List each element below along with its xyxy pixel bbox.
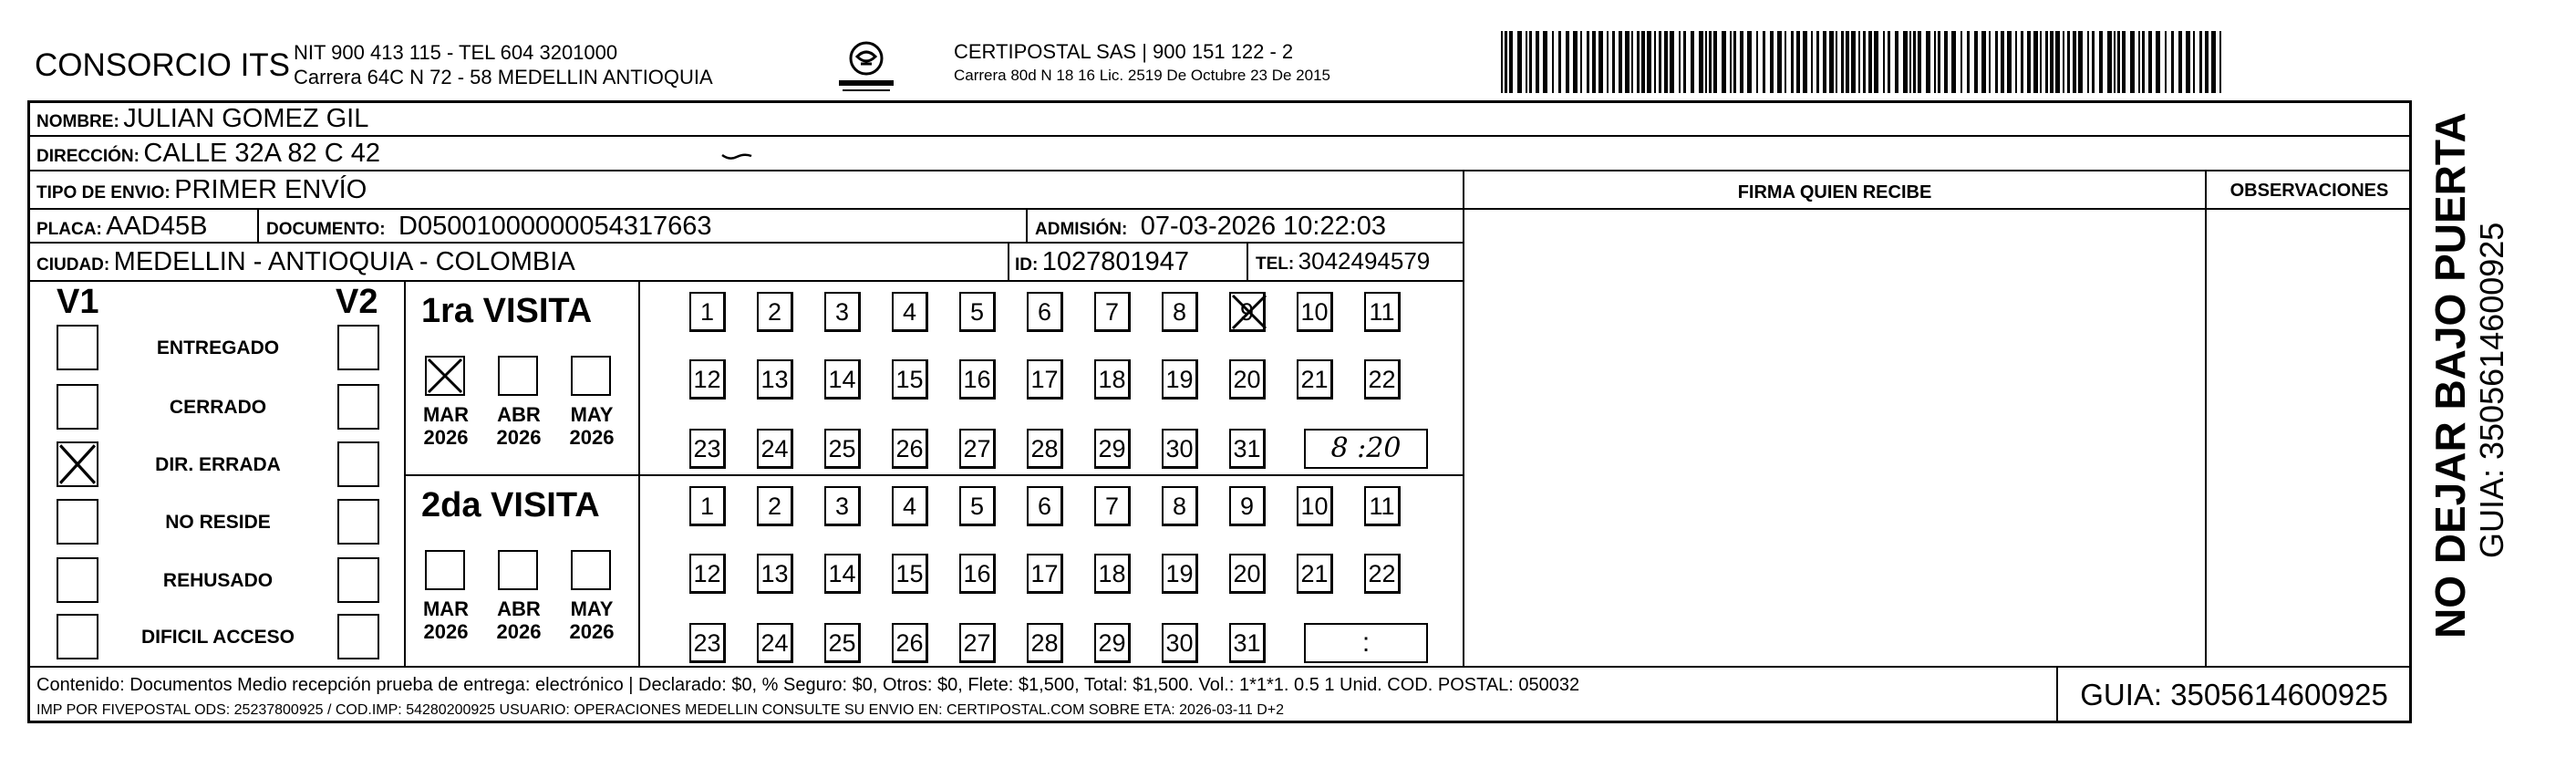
month-name: ABR xyxy=(497,597,541,620)
day-box[interactable]: 15 xyxy=(892,554,928,594)
barcode-bar xyxy=(1868,31,1872,93)
barcode-bar xyxy=(1974,31,1978,93)
barcode-bar xyxy=(2099,31,2103,93)
barcode-bar xyxy=(1713,31,1717,93)
day-box[interactable]: 10 xyxy=(1297,292,1333,332)
barcode-bar xyxy=(2040,31,2042,93)
day-box[interactable]: 28 xyxy=(1027,623,1063,663)
day-box[interactable]: 8 xyxy=(1162,292,1198,332)
col-divider xyxy=(1008,242,1009,280)
day-box[interactable]: 24 xyxy=(757,429,793,469)
v2-checkbox[interactable] xyxy=(337,384,379,430)
day-box[interactable]: 19 xyxy=(1162,359,1198,400)
barcode-bar xyxy=(1517,31,1522,93)
barcode-bar xyxy=(1791,31,1794,93)
col-divider xyxy=(404,280,406,666)
barcode-bar xyxy=(1913,31,1916,93)
barcode-bar xyxy=(1637,31,1640,93)
time-field[interactable]: 8 :20 xyxy=(1304,429,1428,469)
barcode-bar xyxy=(1803,31,1807,93)
admision-label: ADMISIÓN: xyxy=(1035,220,1128,239)
month-name: MAR xyxy=(422,403,470,426)
barcode-bar xyxy=(2142,31,2145,93)
day-box[interactable]: 5 xyxy=(959,486,996,526)
direccion-value: CALLE 32A 82 C 42 xyxy=(143,139,380,168)
month-name: MAY xyxy=(570,597,614,620)
day-box[interactable]: 26 xyxy=(892,429,928,469)
day-box[interactable]: 15 xyxy=(892,359,928,400)
barcode-bar xyxy=(2001,31,2004,93)
tipo-envio-value: PRIMER ENVÍO xyxy=(174,175,367,204)
placa-field xyxy=(36,212,207,242)
barcode-bar xyxy=(2027,31,2031,93)
barcode-bar xyxy=(1934,31,1936,93)
barcode-bar xyxy=(1612,31,1615,93)
barcode-bar xyxy=(1888,31,1890,93)
barcode-bar xyxy=(1756,31,1758,93)
v1-checkbox[interactable] xyxy=(57,614,98,659)
barcode-bar xyxy=(1895,31,1898,93)
day-box[interactable]: 1 xyxy=(689,486,726,526)
barcode-bar xyxy=(2205,31,2209,93)
barcode-bar xyxy=(1926,31,1930,93)
placa-label: PLACA: xyxy=(36,220,102,239)
month-year: 2026 xyxy=(423,426,469,449)
barcode-bar xyxy=(1785,31,1786,93)
row-divider xyxy=(27,170,2412,171)
barcode-bar xyxy=(2219,31,2221,93)
content-summary: Contenido: Documentos Medio recepción prueba de entrega: electrónico | Declarado: $0, % Seguro: $0, Otros: $0, Flete: $1,500, Total: $1,500. Vol.: 1*1*1. 0.5 1 Unid. COD. POSTAL: 050032 xyxy=(36,675,1580,695)
day-box[interactable]: 6 xyxy=(1027,292,1063,332)
firma-header: FIRMA QUIEN RECIBE xyxy=(1737,182,1932,202)
v1-checkbox[interactable] xyxy=(57,384,98,430)
barcode-bar xyxy=(1705,31,1707,93)
observaciones-header: OBSERVACIONES xyxy=(2229,181,2389,201)
barcode-bar xyxy=(1740,31,1743,93)
month-checkbox[interactable] xyxy=(498,550,538,590)
barcode-bar xyxy=(1529,31,1532,93)
barcode-bar xyxy=(1823,31,1826,93)
barcode-bar xyxy=(2199,31,2202,93)
day-box[interactable]: 6 xyxy=(1027,486,1063,526)
barcode-bar xyxy=(1995,31,1998,93)
day-box[interactable]: 22 xyxy=(1364,359,1401,400)
barcode xyxy=(1501,31,2227,93)
month-label xyxy=(560,597,624,643)
id-field xyxy=(1015,247,1189,277)
barcode-bar xyxy=(1607,31,1609,93)
day-box[interactable]: 9 xyxy=(1229,292,1266,332)
ciudad-label: CIUDAD: xyxy=(36,255,110,275)
barcode-bar xyxy=(2078,31,2083,93)
barcode-bar xyxy=(1944,31,1948,93)
visit-title: 2da VISITA xyxy=(421,486,600,524)
barcode-bar xyxy=(1863,31,1866,93)
month-label xyxy=(414,597,478,643)
day-box[interactable]: 11 xyxy=(1364,486,1401,526)
status-label: DIR. ERRADA xyxy=(155,454,281,475)
day-box[interactable]: 2 xyxy=(757,292,793,332)
status-label: DIFICIL ACCESO xyxy=(140,627,295,648)
barcode-bar xyxy=(2007,31,2012,93)
print-info: IMP POR FIVEPOSTAL ODS: 25237800925 / COD.IMP: 54280200925 USUARIO: OPERACIONES MEDELLIN CONSULTE SU ENVIO EN: CERTIPOSTAL.COM SOBRE ETA: 2026-03-11 D+2 xyxy=(36,702,1285,718)
barcode-bar xyxy=(1587,31,1589,93)
direccion-label: DIRECCIÓN: xyxy=(36,147,140,166)
v2-checkbox[interactable] xyxy=(337,441,379,487)
day-box[interactable]: 30 xyxy=(1162,623,1198,663)
barcode-bar xyxy=(1851,31,1856,93)
status-label: REHUSADO xyxy=(162,570,274,591)
certipostal-line: CERTIPOSTAL SAS | 900 151 122 - 2 xyxy=(954,40,1294,63)
barcode-bar xyxy=(1654,31,1656,93)
barcode-bar xyxy=(1730,31,1732,93)
day-box[interactable]: 23 xyxy=(689,623,726,663)
barcode-bar xyxy=(1526,31,1527,93)
documento-value: D05001000000054317663 xyxy=(398,212,712,241)
tel-value: 3042494579 xyxy=(1298,247,1431,275)
col-divider xyxy=(1026,208,1028,242)
month-checkbox[interactable] xyxy=(571,356,611,396)
col-divider xyxy=(1247,242,1248,280)
month-year: 2026 xyxy=(569,620,615,643)
day-box[interactable]: 17 xyxy=(1027,554,1063,594)
barcode-bar xyxy=(1683,31,1686,93)
ciudad-value: MEDELLIN - ANTIOQUIA - COLOMBIA xyxy=(113,247,575,276)
company-name: CONSORCIO ITS xyxy=(35,47,291,83)
barcode-bar xyxy=(2055,31,2060,93)
barcode-bar xyxy=(2021,31,2023,93)
day-box[interactable]: 12 xyxy=(689,554,726,594)
barcode-bar xyxy=(1598,31,1603,93)
day-box[interactable]: 18 xyxy=(1094,359,1131,400)
day-box[interactable]: 10 xyxy=(1297,486,1333,526)
day-box[interactable]: 14 xyxy=(824,359,861,400)
day-box[interactable]: 13 xyxy=(757,554,793,594)
barcode-bar xyxy=(1909,31,1911,93)
day-box[interactable]: 27 xyxy=(959,623,996,663)
day-box[interactable]: 21 xyxy=(1297,554,1333,594)
day-box[interactable]: 8 xyxy=(1162,486,1198,526)
time-field[interactable]: : xyxy=(1304,623,1428,663)
barcode-bar xyxy=(2114,31,2116,93)
x-mark-icon xyxy=(58,443,97,485)
barcode-bar xyxy=(1747,31,1752,93)
guia-number: GUIA: 3505614600925 xyxy=(2056,668,2410,722)
day-box[interactable]: 7 xyxy=(1094,292,1131,332)
col-divider xyxy=(257,208,259,242)
day-box[interactable]: 30 xyxy=(1162,429,1198,469)
barcode-bar xyxy=(1951,31,1956,93)
day-box[interactable]: 14 xyxy=(824,554,861,594)
barcode-bar xyxy=(2130,31,2135,93)
day-box[interactable]: 16 xyxy=(959,554,996,594)
nombre-value: JULIAN GOMEZ GIL xyxy=(123,104,369,133)
barcode-bar xyxy=(1699,31,1703,93)
barcode-bar xyxy=(2171,31,2174,93)
barcode-bar xyxy=(1505,31,1507,93)
day-box[interactable]: 22 xyxy=(1364,554,1401,594)
barcode-bar xyxy=(1829,31,1834,93)
day-box[interactable]: 7 xyxy=(1094,486,1131,526)
barcode-bar xyxy=(1659,31,1661,93)
barcode-bar xyxy=(1679,31,1681,93)
month-year: 2026 xyxy=(569,426,615,449)
barcode-bar xyxy=(1722,31,1726,93)
barcode-bar xyxy=(1874,31,1878,93)
v2-checkbox[interactable] xyxy=(337,499,379,545)
id-value: 1027801947 xyxy=(1041,247,1190,276)
barcode-bar xyxy=(2087,31,2089,93)
day-box[interactable]: 31 xyxy=(1229,623,1266,663)
tel-label: TEL: xyxy=(1256,254,1295,274)
pen-scribble xyxy=(720,150,753,162)
day-box[interactable]: 5 xyxy=(959,292,996,332)
day-box[interactable]: 27 xyxy=(959,429,996,469)
month-label xyxy=(414,403,478,449)
ciudad-field xyxy=(36,247,575,277)
barcode-bar xyxy=(1981,31,1986,93)
row-divider xyxy=(404,474,1463,476)
barcode-bar xyxy=(2073,31,2076,93)
barcode-bar xyxy=(2063,31,2064,93)
v2-header: V2 xyxy=(336,283,378,321)
barcode-bar xyxy=(1777,31,1782,93)
barcode-bar xyxy=(1631,31,1633,93)
month-label xyxy=(560,403,624,449)
month-checkbox[interactable] xyxy=(425,356,465,396)
tipo-envio-field xyxy=(36,175,367,205)
month-name: MAR xyxy=(422,597,470,620)
v1-checkbox[interactable] xyxy=(57,557,98,603)
v2-checkbox[interactable] xyxy=(337,557,379,603)
barcode-bar xyxy=(1709,31,1712,93)
day-box[interactable]: 29 xyxy=(1094,623,1131,663)
month-checkbox[interactable] xyxy=(498,356,538,396)
barcode-bar xyxy=(2050,31,2054,93)
day-box[interactable]: 20 xyxy=(1229,554,1266,594)
barcode-bar xyxy=(2165,31,2167,93)
v1-checkbox[interactable] xyxy=(57,441,98,487)
day-box[interactable]: 20 xyxy=(1229,359,1266,400)
x-mark-icon xyxy=(1231,294,1267,330)
barcode-bar xyxy=(1846,31,1849,93)
barcode-bar xyxy=(1967,31,1970,93)
barcode-bar xyxy=(1566,31,1569,93)
barcode-bar xyxy=(1580,31,1582,93)
v1-header: V1 xyxy=(57,283,99,321)
day-box[interactable]: 16 xyxy=(959,359,996,400)
day-box[interactable]: 4 xyxy=(892,292,928,332)
barcode-bar xyxy=(1841,31,1844,93)
x-mark-icon xyxy=(427,358,463,394)
day-box[interactable]: 4 xyxy=(892,486,928,526)
month-label xyxy=(487,597,551,643)
month-checkbox[interactable] xyxy=(571,550,611,590)
month-year: 2026 xyxy=(496,426,542,449)
day-box[interactable]: 1 xyxy=(689,292,726,332)
barcode-bar xyxy=(1770,31,1774,93)
company-address: Carrera 64C N 72 - 58 MEDELLIN ANTIOQUIA xyxy=(294,66,713,88)
barcode-bar xyxy=(2211,31,2216,93)
barcode-bar xyxy=(2148,31,2152,93)
barcode-bar xyxy=(1619,31,1622,93)
day-box[interactable]: 9 xyxy=(1229,486,1266,526)
barcode-bar xyxy=(1664,31,1668,93)
barcode-bar xyxy=(1501,31,1503,93)
col-divider xyxy=(638,280,640,666)
barcode-bar xyxy=(1509,31,1513,93)
nombre-label: NOMBRE: xyxy=(36,112,119,131)
barcode-bar xyxy=(2138,31,2140,93)
side-guia-number: GUIA: 3505614600925 xyxy=(2473,222,2510,558)
admision-value: 07-03-2026 10:22:03 xyxy=(1140,212,1387,241)
barcode-bar xyxy=(2122,31,2126,93)
day-box[interactable]: 31 xyxy=(1229,429,1266,469)
company-info xyxy=(294,40,713,89)
day-box[interactable]: 25 xyxy=(824,623,861,663)
row-divider xyxy=(27,280,1463,282)
barcode-bar xyxy=(2117,31,2120,93)
barcode-bar xyxy=(1903,31,1908,93)
barcode-bar xyxy=(2156,31,2160,93)
visit-title: 1ra VISITA xyxy=(421,292,593,330)
tel-field xyxy=(1256,247,1430,275)
barcode-bar xyxy=(1641,31,1645,93)
barcode-bar xyxy=(2186,31,2190,93)
day-box[interactable]: 29 xyxy=(1094,429,1131,469)
barcode-bar xyxy=(2015,31,2017,93)
month-year: 2026 xyxy=(423,620,469,643)
documento-label: DOCUMENTO: xyxy=(266,220,386,239)
id-label: ID: xyxy=(1015,255,1039,275)
status-label: CERRADO xyxy=(169,397,267,418)
day-box[interactable]: 19 xyxy=(1162,554,1198,594)
col-divider xyxy=(2205,170,2207,666)
barcode-bar xyxy=(1960,31,1962,93)
barcode-bar xyxy=(2067,31,2070,93)
day-box[interactable]: 17 xyxy=(1027,359,1063,400)
month-name: ABR xyxy=(497,403,541,426)
barcode-bar xyxy=(1989,31,1991,93)
documento-field xyxy=(266,212,712,242)
day-box[interactable]: 2 xyxy=(757,486,793,526)
day-box[interactable]: 21 xyxy=(1297,359,1333,400)
certipostal-logo xyxy=(830,36,903,100)
nombre-field xyxy=(36,104,368,134)
day-box[interactable]: 12 xyxy=(689,359,726,400)
barcode-bar xyxy=(2193,31,2195,93)
month-year: 2026 xyxy=(496,620,542,643)
barcode-bar xyxy=(1670,31,1674,93)
barcode-bar xyxy=(1592,31,1596,93)
barcode-bar xyxy=(1918,31,1921,93)
day-box[interactable]: 13 xyxy=(757,359,793,400)
barcode-bar xyxy=(2178,31,2182,93)
day-box[interactable]: 18 xyxy=(1094,554,1131,594)
barcode-bar xyxy=(1625,31,1629,93)
barcode-bar xyxy=(1836,31,1837,93)
col-divider xyxy=(1463,170,1464,666)
barcode-bar xyxy=(1811,31,1813,93)
barcode-bar xyxy=(1691,31,1694,93)
day-box[interactable]: 23 xyxy=(689,429,726,469)
barcode-bar xyxy=(2033,31,2038,93)
barcode-bar xyxy=(1647,31,1651,93)
day-box[interactable]: 24 xyxy=(757,623,793,663)
day-box[interactable]: 11 xyxy=(1364,292,1401,332)
barcode-bar xyxy=(1733,31,1736,93)
nit-line: NIT 900 413 115 - TEL 604 3201000 xyxy=(294,41,618,64)
barcode-bar xyxy=(1938,31,1940,93)
v2-checkbox[interactable] xyxy=(337,325,379,370)
month-name: MAY xyxy=(570,403,614,426)
barcode-bar xyxy=(1536,31,1539,93)
day-box[interactable]: 3 xyxy=(824,292,861,332)
barcode-bar xyxy=(1816,31,1819,93)
row-divider xyxy=(27,135,2412,137)
v1-checkbox[interactable] xyxy=(57,325,98,370)
admision-field xyxy=(1035,212,1386,242)
day-box[interactable]: 28 xyxy=(1027,429,1063,469)
certipostal-license: Carrera 80d N 18 16 Lic. 2519 De Octubre 23 De 2015 xyxy=(954,67,1330,84)
tipo-envio-label: TIPO DE ENVIO: xyxy=(36,183,171,202)
status-label: NO RESIDE xyxy=(165,512,271,533)
barcode-bar xyxy=(1543,31,1547,93)
row-divider xyxy=(1463,208,2412,210)
barcode-bar xyxy=(1763,31,1765,93)
barcode-bar xyxy=(2107,31,2112,93)
direccion-field xyxy=(36,139,380,169)
v2-checkbox[interactable] xyxy=(337,614,379,659)
v1-checkbox[interactable] xyxy=(57,499,98,545)
placa-value: AAD45B xyxy=(106,212,208,241)
barcode-bar xyxy=(1552,31,1554,93)
month-label xyxy=(487,403,551,449)
barcode-bar xyxy=(1558,31,1561,93)
month-checkbox[interactable] xyxy=(425,550,465,590)
barcode-bar xyxy=(1858,31,1860,93)
do-not-leave-warning: NO DEJAR BAJO PUERTA xyxy=(2426,112,2474,638)
status-label: ENTREGADO xyxy=(156,337,280,358)
day-box[interactable]: 25 xyxy=(824,429,861,469)
barcode-bar xyxy=(1796,31,1800,93)
row-divider xyxy=(27,666,2412,668)
barcode-bar xyxy=(1573,31,1578,93)
barcode-bar xyxy=(2045,31,2048,93)
day-box[interactable]: 3 xyxy=(824,486,861,526)
day-box[interactable]: 26 xyxy=(892,623,928,663)
barcode-bar xyxy=(2092,31,2095,93)
barcode-bar xyxy=(1883,31,1885,93)
